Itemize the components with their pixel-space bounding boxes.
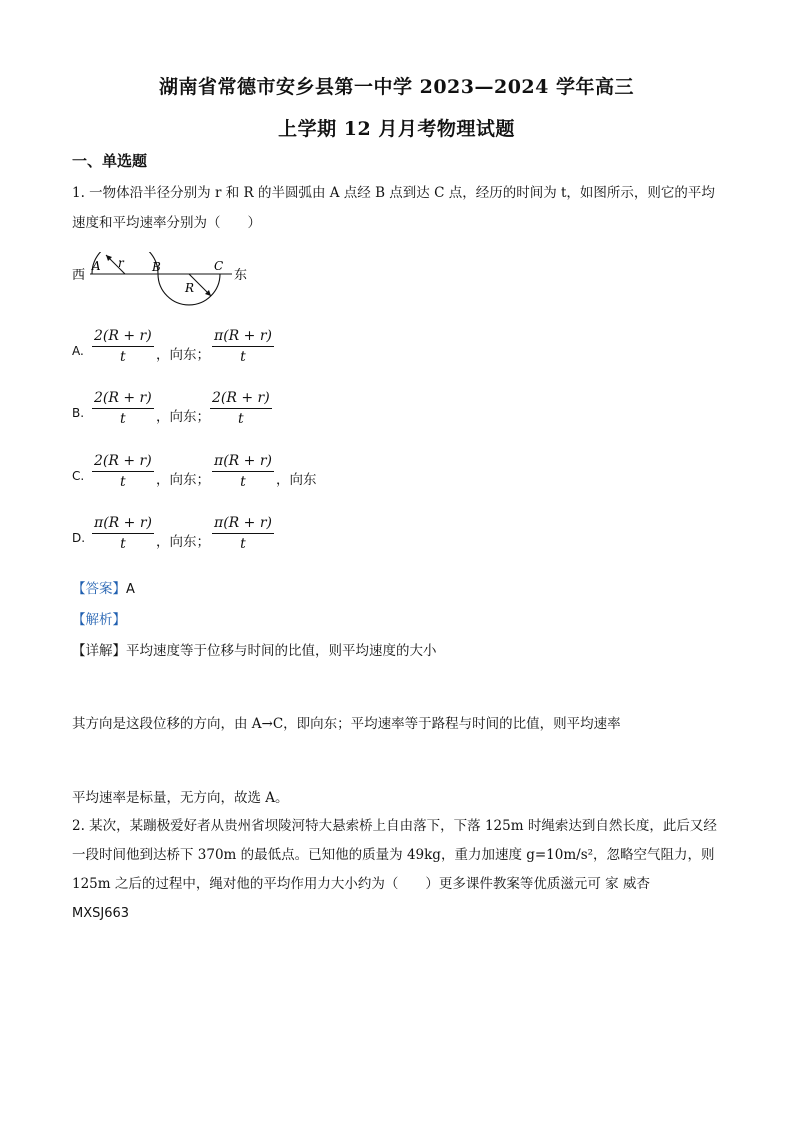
question-1-text: 1. 一物体沿半径分别为 r 和 R 的半圆弧由 A 点经 B 点到达 C 点，经历的时间为 t，如图所示，则它的平均速度和平均速率分别为（ ） — [72, 185, 715, 231]
option-b-label: B. — [72, 406, 85, 420]
figure-west-label: 西 — [72, 268, 86, 283]
fraction-denominator: t — [238, 411, 244, 427]
detail-tag: 【详解】 — [72, 643, 126, 659]
detail-line — [72, 639, 437, 659]
option-d-fraction-2 — [212, 515, 274, 552]
fraction-numerator: 2(R + r) — [92, 328, 154, 347]
detail-text: 平均速度等于位移与时间的比值，则平均速度的大小 — [126, 643, 437, 659]
question-2 — [72, 812, 724, 928]
fraction-numerator: 2(R + r) — [92, 390, 154, 409]
option-b-fraction-1 — [92, 390, 154, 427]
point-B-label: B — [152, 260, 161, 274]
fraction-denominator: t — [120, 411, 126, 427]
fraction-numerator: 2(R + r) — [92, 453, 154, 472]
semicircle-figure — [72, 252, 272, 312]
answer-tag: 【答案】 — [72, 581, 126, 597]
option-d-label: D. — [72, 531, 86, 545]
explanation-line-3: 平均速率是标量，无方向，故选 A。 — [72, 790, 289, 806]
fraction-denominator: t — [240, 349, 246, 365]
section-heading: 一、单选题 — [72, 152, 148, 170]
option-a-fraction-2 — [212, 328, 274, 365]
R-label: R — [185, 281, 195, 295]
small-semicircle-arc — [92, 252, 158, 274]
option-d-fraction-1 — [92, 515, 154, 552]
fraction-denominator: t — [240, 536, 246, 552]
option-c-label: C. — [72, 469, 85, 483]
fraction-denominator: t — [120, 474, 126, 490]
option-b-fraction-2 — [210, 390, 272, 427]
point-A-label: A — [92, 259, 101, 273]
fraction-numerator: π(R + r) — [212, 515, 274, 534]
option-b-direction: ，向东； — [156, 409, 210, 425]
fraction-numerator: π(R + r) — [212, 453, 274, 472]
analysis-line — [72, 608, 126, 628]
option-a-fraction-1 — [92, 328, 154, 365]
answer-line — [72, 577, 135, 597]
page-title-line2: 上学期 12 月月考物理试题 — [278, 118, 515, 140]
option-d-direction: ，向东； — [156, 534, 210, 550]
fraction-denominator: t — [120, 349, 126, 365]
point-C-label: C — [214, 259, 224, 273]
option-c-tail: ，向东 — [276, 472, 317, 488]
fraction-numerator: π(R + r) — [212, 328, 274, 347]
watermark-code: MXSJ663 — [72, 906, 130, 921]
fraction-numerator: 2(R + r) — [210, 390, 272, 409]
option-c-direction: ，向东； — [156, 472, 210, 488]
explanation-line-2: 其方向是这段位移的方向，由 A→C，即向东；平均速率等于路程与时间的比值，则平均速率 — [72, 716, 621, 732]
fraction-denominator: t — [240, 474, 246, 490]
fraction-numerator: π(R + r) — [92, 515, 154, 534]
option-c-fraction-2 — [212, 453, 274, 490]
option-a-direction: ，向东； — [156, 347, 210, 363]
page-title-line1: 湖南省常德市安乡县第一中学 2023—2024 学年高三 — [159, 76, 634, 98]
r-label: r — [118, 256, 124, 270]
answer-value: A — [126, 582, 135, 597]
fraction-denominator: t — [120, 536, 126, 552]
option-a-label: A. — [72, 344, 84, 358]
question-2-text: 2. 某次，某蹦极爱好者从贵州省坝陵河特大悬索桥上自由落下，下落 125m 时绳索达到自然长度，此后又经一段时间他到达桥下 370m 的最低点。已知他的质量为 49kg，重力加速度 g=10m/s²，忽略空气阻力，则 125m 之后的过程中，绳对他的平均作用力大小约为（ ）更多课件教案等优质滋元可 家 威杏 — [72, 818, 717, 892]
option-c-fraction-1 — [92, 453, 154, 490]
figure-east-label: 东 — [234, 268, 248, 283]
analysis-tag: 【解析】 — [72, 612, 126, 628]
